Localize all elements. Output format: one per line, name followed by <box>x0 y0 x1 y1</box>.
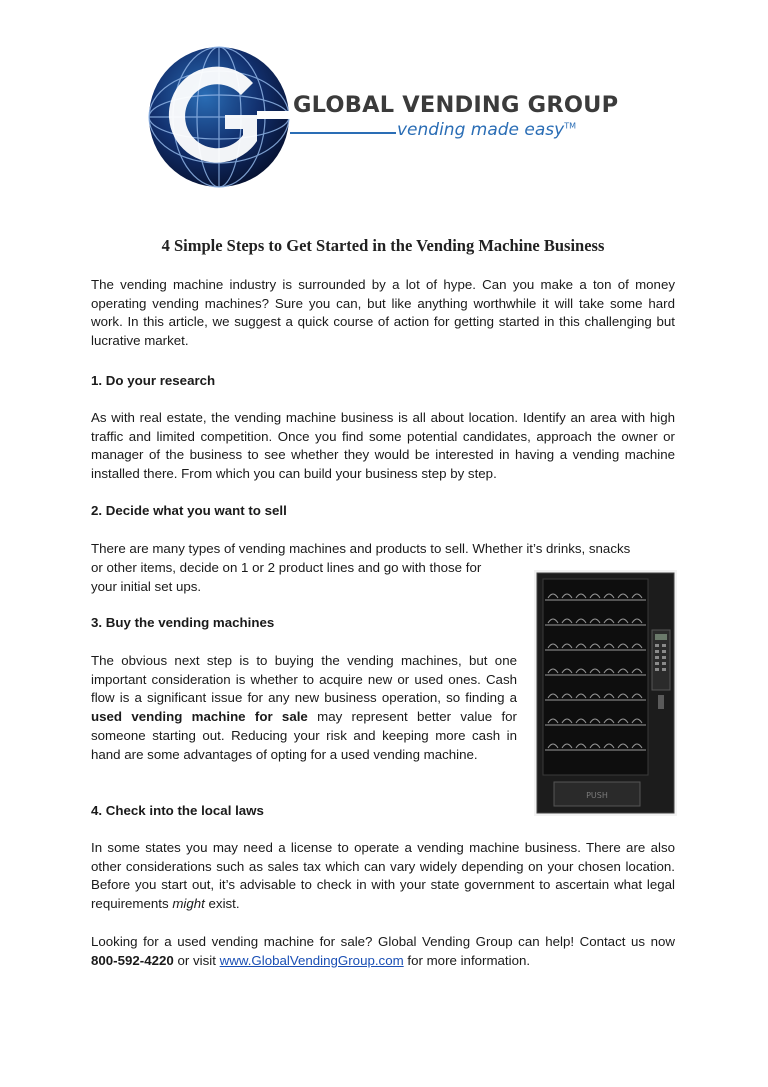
step-1-heading: 1. Do your research <box>91 373 216 388</box>
step-4-text-after: exist. <box>208 896 240 912</box>
step-2-body-line-3: your initial set ups. <box>91 579 202 594</box>
closing-text-after: for more information. <box>407 952 531 968</box>
step-4-body <box>91 839 675 914</box>
page-title: 4 Simple Steps to Get Started in the Vending Machine Business <box>161 236 605 255</box>
brand-divider <box>290 132 396 134</box>
closing-text-middle: or visit <box>177 952 216 968</box>
step-4-text-before: In some states you may need a license to operate a vending machine business. There are also other considerations such as sales tax which can vary widely depending on your chosen location. Before you start out, it’s advisable to check in with your state government to ascertain what legal requirements <box>91 840 675 912</box>
step-4-heading: 4. Check into the local laws <box>91 803 264 818</box>
brand-name: GLOBAL VENDING GROUP <box>293 92 619 118</box>
trademark-mark: TM <box>564 121 576 131</box>
closing-paragraph <box>91 933 675 970</box>
globe-logo-icon <box>145 45 295 190</box>
step-2-heading: 2. Decide what you want to sell <box>91 503 287 518</box>
logo <box>145 45 619 190</box>
brand-tagline <box>397 120 576 140</box>
tagline-text: vending made easy <box>397 120 565 140</box>
step-1-body: As with real estate, the vending machine business is all about location. Identify an area with high traffic and limited competition. Once you find some potential candidates, approach the owner or manager of the business to see whether they would be interested in having a vending machine installed there. From which you can build your business step by step. <box>91 410 675 482</box>
website-link[interactable]: www.GlobalVendingGroup.com <box>219 952 404 968</box>
step-2-body-line-1: There are many types of vending machines and products to sell. Whether it’s drinks, snacks <box>91 541 631 556</box>
vending-machine-image <box>534 570 677 816</box>
push-label: PUSH <box>586 791 608 800</box>
intro-paragraph: The vending machine industry is surrounded by a lot of hype. Can you make a ton of money operating vending machines? Sure you can, but like anything worthwhile it will take some hard work. In this article, we suggest a quick course of action for getting started in this challenging but lucrative market. <box>91 277 675 349</box>
step-3-body <box>91 652 517 764</box>
closing-text-before: Looking for a used vending machine for sale? Global Vending Group can help! Contact us now <box>91 934 675 949</box>
step-3-text-after: may represent better value for someone starting out. Reducing your risk and keeping more cash in hand are some advantages of opting for a used vending machine. <box>91 709 517 762</box>
step-3-text-before: The obvious next step is to buying the vending machines, but one important consideration is whether to acquire new or used ones. Cash flow is a significant issue for any new business operation, so finding a <box>91 653 517 706</box>
phone-number: 800-592-4220 <box>91 952 174 968</box>
step-3-heading: 3. Buy the vending machines <box>91 615 275 630</box>
step-2-body-line-2: or other items, decide on 1 or 2 product lines and go with those for <box>91 560 482 575</box>
step-4-italic-word: might <box>172 896 205 912</box>
step-3-bold-phrase: used vending machine for sale <box>91 709 308 725</box>
